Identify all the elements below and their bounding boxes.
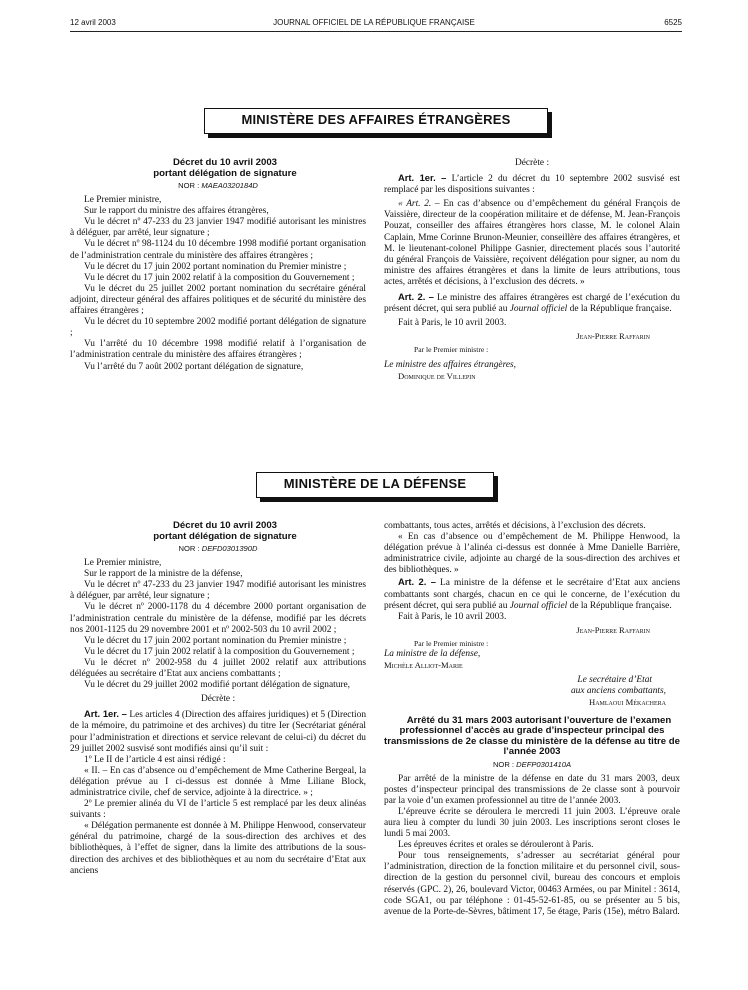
minister-title: La ministre de la défense, <box>384 649 481 660</box>
decree-subtitle: portant délégation de signature <box>153 530 297 542</box>
paragraph: « En cas d’absence ou d’empêchement de M. Philippe Henwood, la délégation prévue à l’alinéa ci-dessus est donnée à Mme Danielle Barrière, administratrice civile, adjointe au chargé de la sous-direction des archives et des bibliothèques. » <box>384 532 680 576</box>
header-date: 12 avril 2003 <box>70 18 116 27</box>
decrete-heading: Décrète : <box>514 158 550 168</box>
paragraph: Vu le décret du 29 juillet 2002 modifié portant délégation de signature, <box>84 680 351 691</box>
paragraph: Vu le décret du 17 juin 2002 portant nomination du Premier ministre ; <box>84 261 347 272</box>
paragraph: Vu l’arrêté du 10 décembre 1998 modifié relatif à l’organisation de l’administration centrale du ministère des affaires étrangères ; <box>70 339 366 361</box>
par-le-premier-ministre: Par le Premier ministre : <box>414 345 489 355</box>
paragraph: L’épreuve écrite se déroulera le mercredi 11 juin 2003. L’épreuve orale aura lieu à compter du lundi 30 juin 2003. Les inscriptions seront closes le lundi 5 mai 2003. <box>384 806 680 840</box>
paragraph: Les épreuves écrites et orales se dérouleront à Paris. <box>398 840 594 851</box>
secretary-title: aux anciens combattants, <box>570 686 666 697</box>
decrete-heading: Décrète : <box>200 694 236 705</box>
decree-column-defense-right <box>384 521 680 918</box>
nor-reference: NOR : DEFD0301390D <box>178 544 258 553</box>
paragraph: Vu le décret du 17 juin 2002 portant nomination du Premier ministre ; <box>84 635 347 646</box>
paragraph: Le Premier ministre, <box>84 195 162 206</box>
decree-column-foreign-affairs-left <box>70 158 366 373</box>
ministry-banner-foreign-affairs: MINISTÈRE DES AFFAIRES ÉTRANGÈRES <box>204 108 548 134</box>
decree-subtitle: portant délégation de signature <box>153 167 297 179</box>
article-1: Art. 1er. – L’article 2 du décret du 10 septembre 2002 susvisé est remplacé par les dispositions suivantes : <box>384 172 680 196</box>
header-rule <box>70 31 682 32</box>
paragraph: Vu le décret nº 47-233 du 23 janvier 1947 modifié autorisant les ministres à déléguer, par arrêté, leur signature ; <box>70 217 366 239</box>
signature-prime-minister: Jean-Pierre Raffarin <box>576 624 650 635</box>
paragraph: 1º Le II de l’article 4 est ainsi rédigé : <box>84 754 226 765</box>
paragraph: Vu le décret nº 2000-1178 du 4 décembre 2000 portant organisation de l’administration centrale du ministère de la défense, modifié par les décrets nos 2001-1125 du 29 novembre 2001 et nº 2002-503 du 10 avril 2002 ; <box>70 602 366 635</box>
signature-prime-minister: Jean-Pierre Raffarin <box>576 331 650 342</box>
ministry-banner-defense: MINISTÈRE DE LA DÉFENSE <box>256 472 494 498</box>
paragraph: Par arrêté de la ministre de la défense en date du 31 mars 2003, deux postes d’inspecteur principal des transmissions de 2e classe sont à pourvoir par la voie d’un examen professionnel au titre de l’année 2003. <box>384 773 680 806</box>
paragraph: combattants, tous actes, arrêtés et décisions, à l’exclusion des décrets. <box>384 521 646 531</box>
article-2: Art. 2. – Le ministre des affaires étrangères est chargé de l’exécution du présent décret, qui sera publié au Journal officiel de la République française. <box>384 291 680 315</box>
paragraph: Vu le décret du 10 septembre 2002 modifié portant délégation de signature ; <box>70 317 366 339</box>
secretary-title: Le secrétaire d’Etat <box>577 675 652 686</box>
paragraph: Sur le rapport du ministre des affaires étrangères, <box>84 206 269 217</box>
paragraph: « II. – En cas d’absence ou d’empêchement de Mme Catherine Bergeal, la délégation prévue au I ci-dessus est donnée à Mme Liliane Block, administratrice civile, chef de service, adjointe à la directrice. » ; <box>70 765 366 798</box>
paragraph: 2º Le premier alinéa du VI de l’article 5 est remplacé par les deux alinéas suivants : <box>70 799 366 821</box>
signature-place-date: Fait à Paris, le 10 avril 2003. <box>398 318 507 329</box>
paragraph: Vu le décret nº 98-1124 du 10 décembre 1998 modifié portant organisation de l’administration centrale du ministère des affaires étrangères ; <box>70 239 366 261</box>
paragraph: Vu l’arrêté du 7 août 2002 portant délégation de signature, <box>84 361 304 372</box>
decree-column-foreign-affairs-right <box>384 158 680 382</box>
article-2-quote: « Art. 2. – En cas d’absence ou d’empêchement du général François de Vaissière, directeur de la coopération militaire et de défense, M. Jean-François Pouzat, conseiller des affaires étrangères hors classe, M. le colonel Alain Caplain, Mme Corinne Brunon-Meunier, conseillère des affaires étrangères, et M. le lieutenant-colonel Philippe Gasnier, directement placés sous l’autorité du général François de Vaissière, reçoivent délégation pour signer, au nom du ministre des affaires étrangères et dans la limite de leurs attributions, tous actes, arrêtés et décisions, à l’exclusion des décrets. » <box>384 199 680 287</box>
arrete-title: Arrêté du 31 mars 2003 autorisant l’ouverture de l’examen professionnel d’accès au grade d’inspecteur principal des transmissions de 2e classe du ministère de la défense au titre de l’année 2003 <box>384 714 680 757</box>
signature-minister: Michèle Alliot-Marie <box>384 660 463 671</box>
signature-place-date: Fait à Paris, le 10 avril 2003. <box>398 611 507 622</box>
paragraph: Vu le décret du 17 juin 2002 relatif à la composition du Gouvernement ; <box>84 272 355 283</box>
par-le-premier-ministre: Par le Premier ministre : <box>414 638 489 648</box>
decree-column-defense-left <box>70 521 366 877</box>
paragraph: Sur le rapport de la ministre de la défense, <box>84 569 243 580</box>
header-page-number: 6525 <box>664 18 682 27</box>
paragraph: « Délégation permanente est donnée à M. Philippe Henwood, conservateur général du patrimoine, chargé de la sous-direction des archives et des bibliothèques, à l’effet de signer, dans la limite des attributions de la sous-direction des archives et des bibliothèques et au nom du secrétaire d’Etat aux anciens <box>70 821 366 876</box>
decree-title: Décret du 10 avril 2003 <box>173 520 277 531</box>
signature-secretary: Hamlaoui Mékachera <box>589 697 666 708</box>
paragraph: Pour tous renseignements, s’adresser au secrétariat général pour l’administration, direction de la fonction militaire et du personnel civil, sous-direction de la gestion du personnel civil, bureau des concours et emplois réservés (GPC. 2), 26, boulevard Victor, 00463 Armées, ou par Minitel : 3614, code SGA1, ou par téléphone : 01-45-52-61-85, ou se présenter au 5 bis, avenue de la Porte-de-Sèvres, bâtiment 17, 5e étage, Paris (15e), métro Balard. <box>384 851 680 917</box>
paragraph: Vu le décret nº 2002-958 du 4 juillet 2002 relatif aux attributions déléguées au secrétaire d’Etat aux anciens combattants ; <box>70 657 366 680</box>
article-2: Art. 2. – La ministre de la défense et le secrétaire d’Etat aux anciens combattants sont chargés, chacun en ce qui le concerne, de l’exécution du présent décret, qui sera publié au Journal officiel de la République française. <box>384 576 681 611</box>
paragraph: Vu le décret nº 47-233 du 23 janvier 1947 modifié autorisant les ministres à déléguer, par arrêté, leur signature ; <box>70 580 366 602</box>
header-journal-title: JOURNAL OFFICIEL DE LA RÉPUBLIQUE FRANÇAISE <box>273 18 475 27</box>
minister-title: Le ministre des affaires étrangères, <box>384 359 517 370</box>
paragraph: Le Premier ministre, <box>84 558 162 569</box>
nor-reference: NOR : MAEA0320184D <box>178 181 258 190</box>
article-1: Art. 1er. – Les articles 4 (Direction des affaires juridiques) et 5 (Direction de la mémoire, du patrimoine et des archives) du titre Ier (Secrétariat général pour l’administration et directions et service relevant de celui-ci) du décret du 29 juillet 2002 susvisé sont modifiés ainsi qu’il suit : <box>70 708 367 754</box>
signature-minister: Dominique de Villepin <box>398 370 476 381</box>
nor-reference: NOR : DEFP0301410A <box>492 759 572 769</box>
paragraph: Vu le décret du 17 juin 2002 relatif à la composition du Gouvernement ; <box>84 646 355 657</box>
paragraph: Vu le décret du 25 juillet 2002 portant nomination du secrétaire général adjoint, directeur général des affaires politiques et de sécurité du ministère des affaires étrangères ; <box>70 283 366 317</box>
decree-title: Décret du 10 avril 2003 <box>173 157 277 168</box>
